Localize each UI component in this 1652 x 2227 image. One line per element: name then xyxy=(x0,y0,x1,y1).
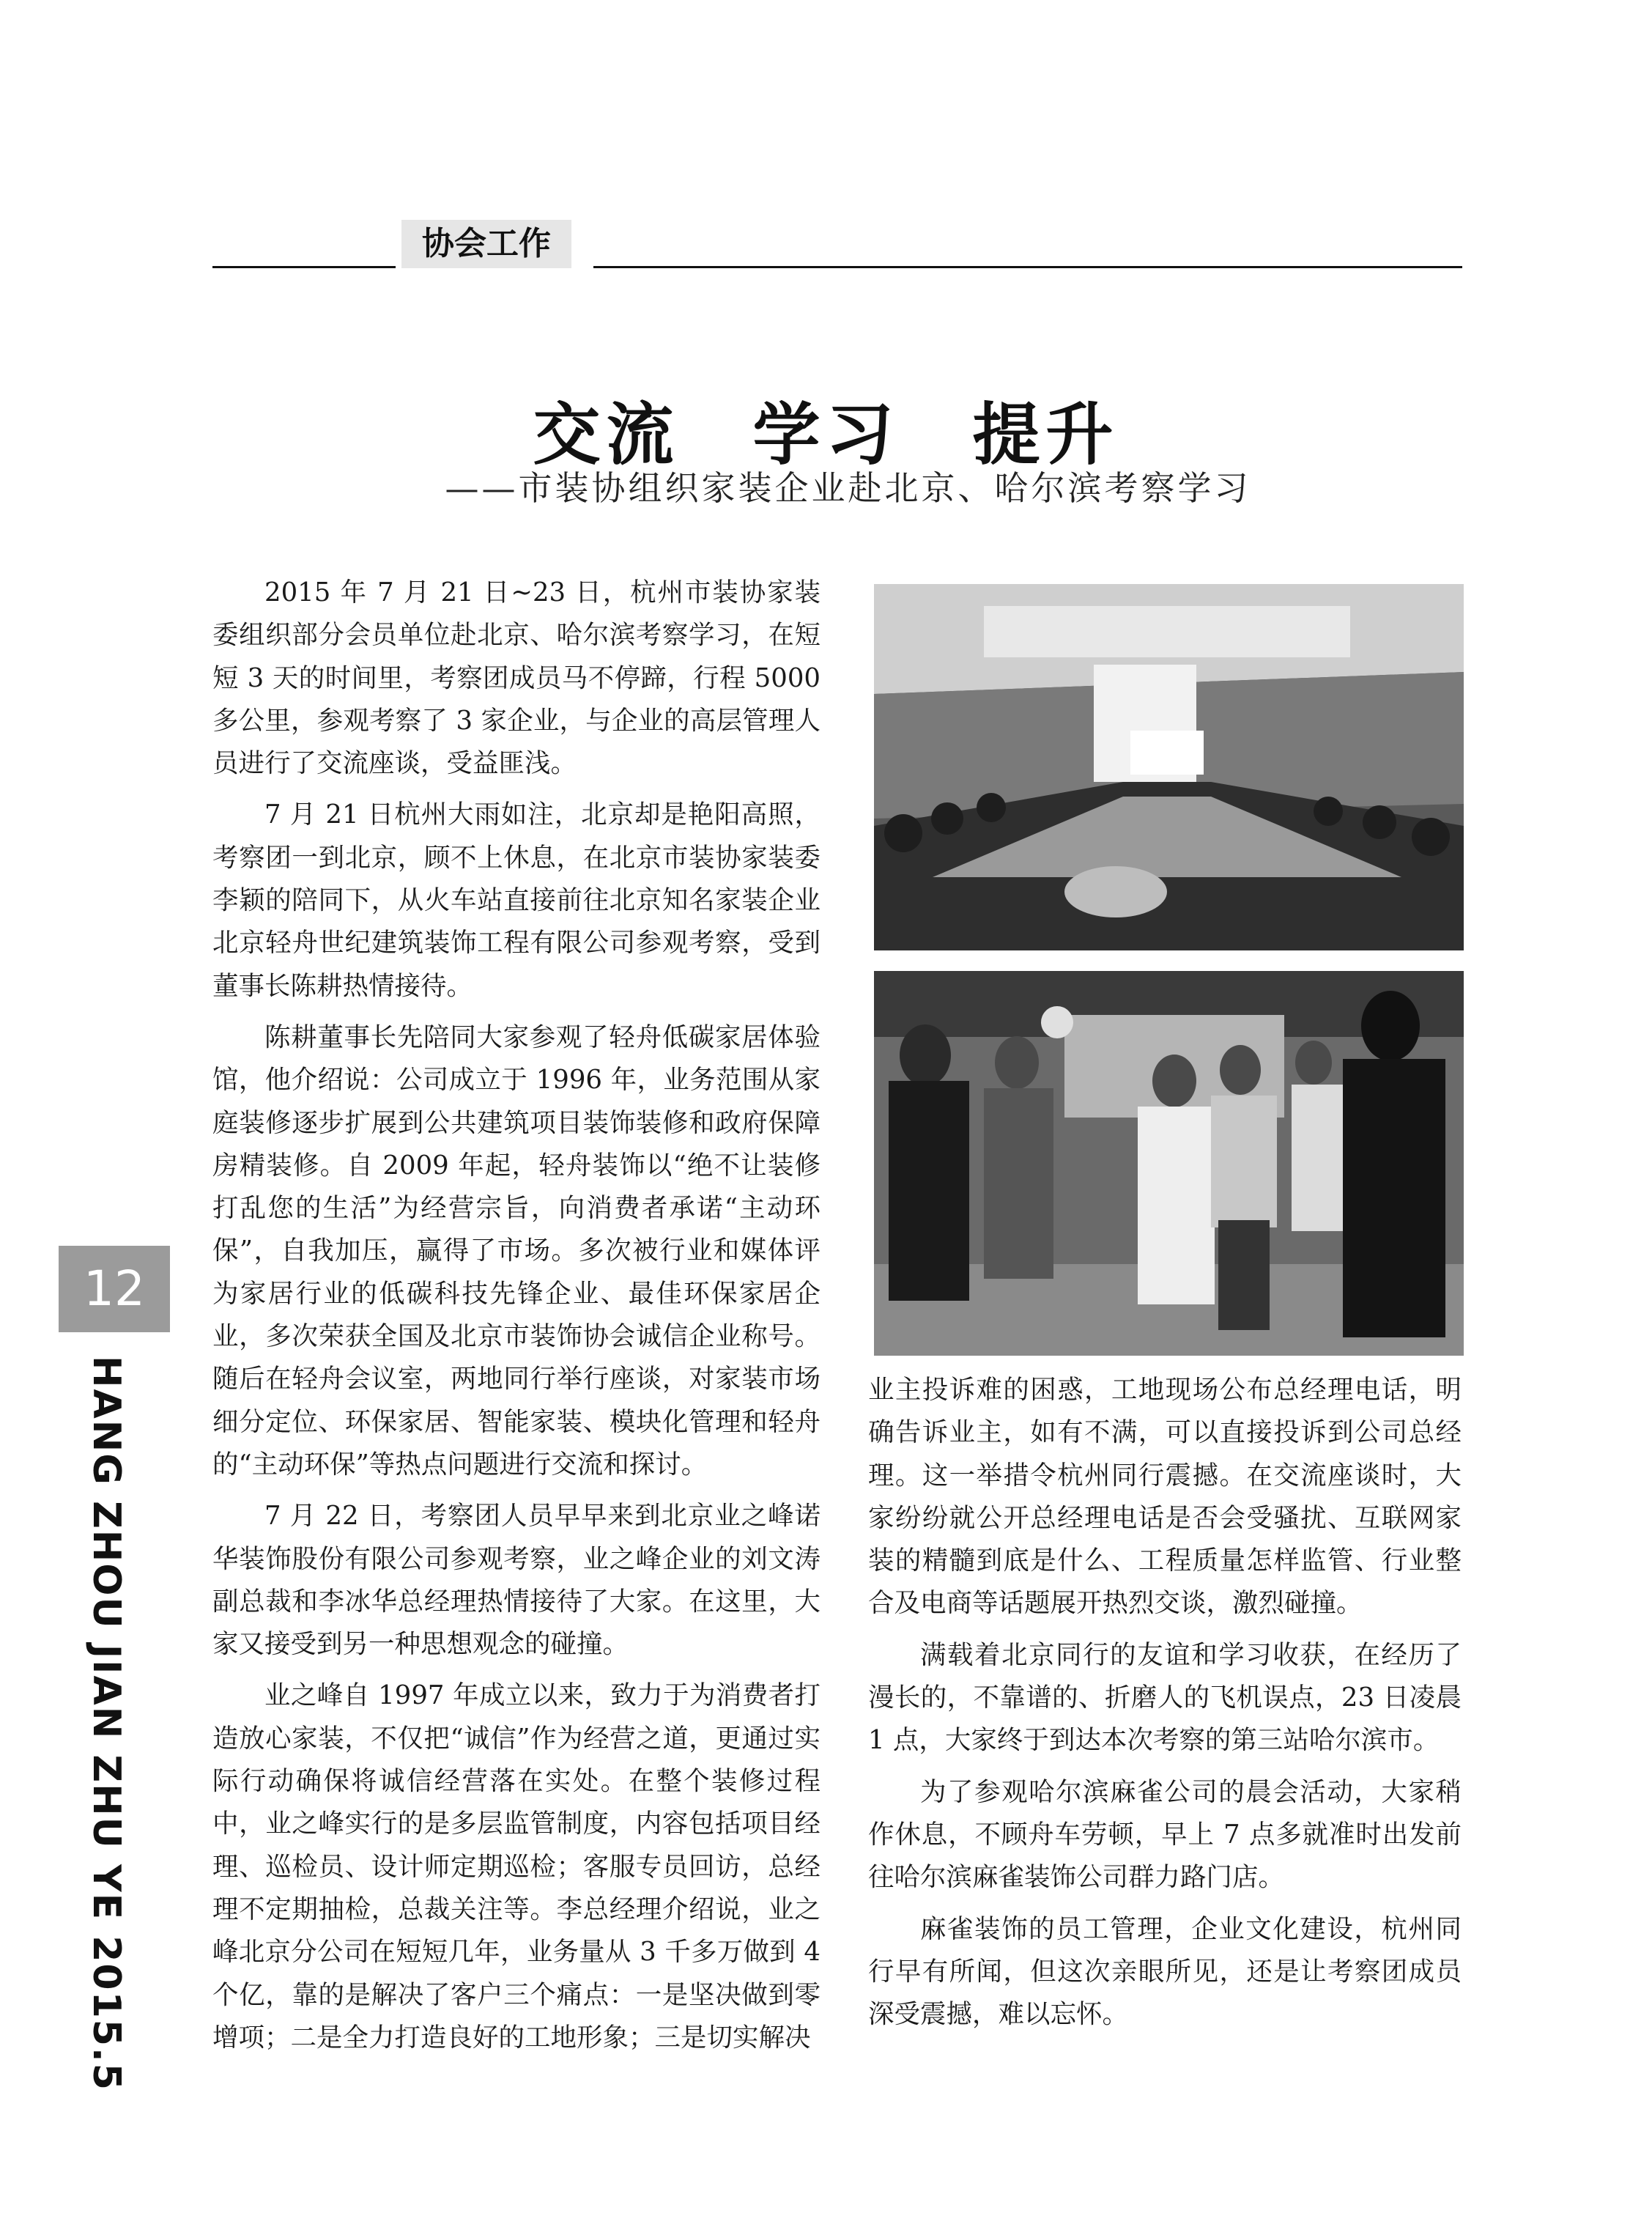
paragraph: 麻雀装饰的员工管理，企业文化建设，杭州同行早有所闻，但这次亲眼所见，还是让考察团成员深受震撼，难以忘怀。 xyxy=(868,1913,1462,2030)
journal-name-vertical: HANG ZHOU JIAN ZHU YE 2015.5 xyxy=(84,1356,128,2091)
paragraph: 满载着北京同行的友谊和学习收获，在经历了漫长的，不靠谱的、折磨人的飞机误点，23 日凌晨 1 点，大家终于到达本次考察的第三站哈尔滨市。 xyxy=(868,1639,1462,1756)
meeting-room-illustration xyxy=(874,584,1464,950)
article-title: 交流 学习 提升 xyxy=(533,396,1119,474)
page-number: 12 xyxy=(59,1246,170,1332)
right-column xyxy=(868,1369,1462,2045)
header-rule-left xyxy=(212,266,396,268)
paragraph: 2015 年 7 月 21 日~23 日，杭州市装协家装委组织部分会员单位赴北京、哈尔滨考察学习，在短短 3 天的时间里，考察团成员马不停蹄，行程 5000 多公里，参观考察了 3 家企业，与企业的高层管理人员进行了交流座谈，受益匪浅。 xyxy=(212,577,821,779)
group-visit-photo xyxy=(874,971,1464,1356)
paragraph: 7 月 21 日杭州大雨如注，北京却是艳阳高照，考察团一到北京，顾不上休息，在北京市装协家装委李颖的陪同下，从火车站直接前往北京知名家装企业北京轻舟世纪建筑装饰工程有限公司参观考察，受到董事长陈耕热情接待。 xyxy=(212,799,821,1001)
header-rule-right xyxy=(593,266,1462,268)
meeting-room-photo xyxy=(874,584,1464,950)
paragraph: 陈耕董事长先陪同大家参观了轻舟低碳家居体验馆，他介绍说：公司成立于 1996 年，业务范围从家庭装修逐步扩展到公共建筑项目装饰装修和政府保障房精装修。自 2009 年起，轻舟装饰以“绝不让装修打乱您的生活”为经营宗旨，向消费者承诺“主动环保”，自我加压，赢得了市场。多次被行业和媒体评为家居行业的低碳科技先锋企业、最佳环保家居企业，多次荣获全国及北京市装饰协会诚信企业称号。随后在轻舟会议室，两地同行举行座谈，对家装市场细分定位、环保家居、智能家装、模块化管理和轻舟的“主动环保”等热点问题进行交流和探讨。 xyxy=(212,1022,821,1480)
paragraph-continuation: 业主投诉难的困惑，工地现场公布总经理电话，明确告诉业主，如有不满，可以直接投诉到公司总经理。这一举措令杭州同行震撼。在交流座谈时，大家纷纷就公开总经理电话是否会受骚扰、互联网家装的精髓到底是什么、工程质量怎样监管、行业整合及电商等话题展开热烈交谈，激烈碰撞。 xyxy=(868,1375,1462,1619)
paragraph: 为了参观哈尔滨麻雀公司的晨会活动，大家稍作休息，不顾舟车劳顿，早上 7 点多就准时出发前往哈尔滨麻雀装饰公司群力路门店。 xyxy=(868,1776,1462,1893)
paragraph: 业之峰自 1997 年成立以来，致力于为消费者打造放心家装，不仅把“诚信”作为经营之道，更通过实际行动确保将诚信经营落在实处。在整个装修过程中，业之峰实行的是多层监管制度，内容包括项目经理、巡检员、设计师定期巡检；客服专员回访，总经理不定期抽检，总裁关注等。李总经理介绍说，业之峰北京分公司在短短几年，业务量从 3 千多万做到 4 个亿，靠的是解决了客户三个痛点：一是坚决做到零增项；二是全力打造良好的工地形象；三是切实解决 xyxy=(212,1680,821,2053)
left-column xyxy=(212,572,821,2068)
group-visit-illustration xyxy=(874,971,1464,1356)
section-header xyxy=(212,220,1462,273)
article-subtitle: ——市装协组织家装企业赴北京、哈尔滨考察学习 xyxy=(445,468,1251,508)
section-label: 协会工作 xyxy=(401,220,571,268)
paragraph: 7 月 22 日，考察团人员早早来到北京业之峰诺华装饰股份有限公司参观考察，业之峰企业的刘文涛副总裁和李冰华总经理热情接待了大家。在这里，大家又接受到另一种思想观念的碰撞。 xyxy=(212,1501,821,1660)
